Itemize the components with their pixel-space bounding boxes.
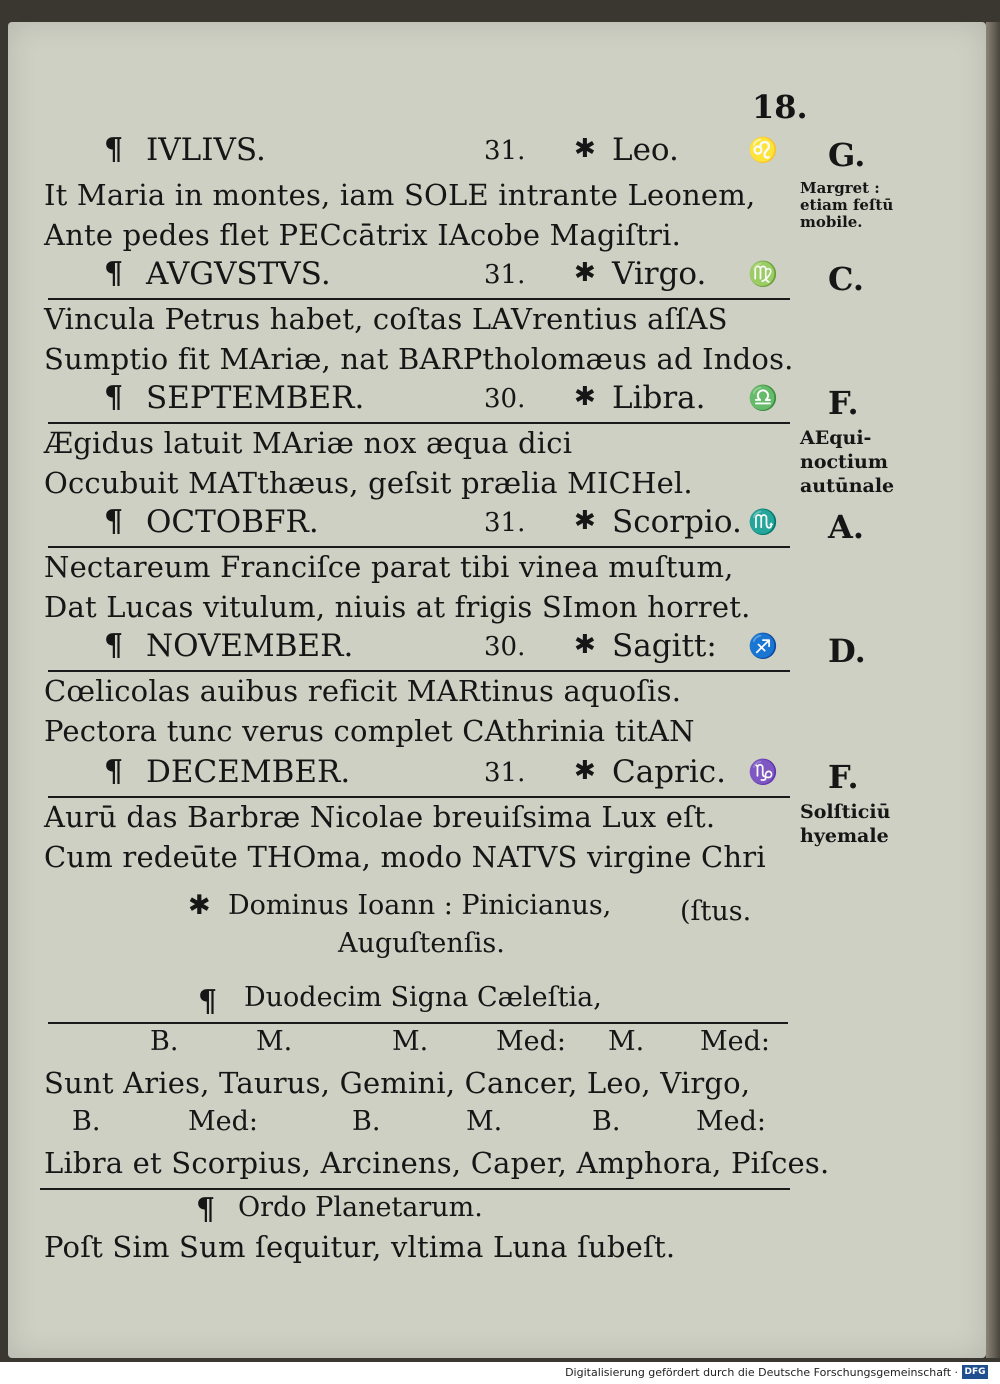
month-rule (48, 422, 790, 424)
margin-note: autūnale (800, 475, 895, 497)
verse-line: Ante pedes flet PECcātrix IAcobe Magiſtri. (44, 218, 682, 252)
dedication-line1: Dominus Ioann : Pinicianus, (228, 890, 612, 921)
zodiac-sign-name: Sagitt: (612, 628, 717, 664)
month-star: ✱ (574, 630, 596, 660)
verse-line: It Maria in montes, iam SOLE intrante Leonem, (44, 178, 756, 212)
quality-mark: Med: (188, 1106, 259, 1137)
margin-note: hyemale (800, 825, 889, 847)
dominical-letter: C. (828, 260, 865, 298)
month-days: 31. (484, 260, 526, 290)
page-edge (986, 22, 1000, 1358)
quality-mark: Med: (700, 1026, 771, 1057)
zodiac-sign-name: Virgo. (612, 256, 707, 292)
verse-line: Occubuit MATthæus, geſsit prælia MICHel. (44, 466, 693, 500)
month-pilcrow: ¶ (104, 256, 124, 291)
signs-rule (48, 1022, 788, 1024)
verse-line: Cœlicolas auibus reficit MARtinus aquoſis. (44, 674, 682, 708)
verse-line: Nectareum Franciſce parat tibi vinea muſtum, (44, 550, 734, 584)
month-star: ✱ (574, 506, 596, 536)
dfg-logo: DFG (962, 1365, 988, 1379)
verse-line: Cum redeūte THOma, modo NATVS virgine Chri (44, 840, 766, 874)
month-pilcrow: ¶ (104, 380, 124, 415)
planets-rule (40, 1188, 790, 1190)
dominical-letter: D. (828, 632, 866, 670)
month-star: ✱ (574, 134, 596, 164)
month-rule (48, 546, 790, 548)
month-name: DECEMBER. (146, 754, 351, 790)
verse-line: Aurū das Barbræ Nicolae breuiſsima Lux eſt. (44, 800, 716, 834)
verse-line: Pectora tunc verus complet CAthrinia titAN (44, 714, 695, 748)
quality-mark: B. (150, 1026, 179, 1057)
signs-verse1: Sunt Aries, Taurus, Gemini, Cancer, Leo, Virgo, (44, 1066, 751, 1100)
planets-pilcrow: ¶ (196, 1192, 216, 1227)
month-pilcrow: ¶ (104, 754, 124, 789)
quality-mark: B. (352, 1106, 381, 1137)
zodiac-symbol: ♌ (748, 136, 778, 164)
zodiac-sign-name: Leo. (612, 132, 679, 168)
zodiac-symbol: ♍ (748, 260, 778, 288)
month-rule (48, 670, 790, 672)
dominical-letter: F. (828, 758, 859, 796)
signs-verse2: Libra et Scorpius, Arcinens, Caper, Amphora, Piſces. (44, 1146, 830, 1180)
verse-line: Dat Lucas vitulum, niuis at frigis SImon horret. (44, 590, 751, 624)
quality-mark: B. (592, 1106, 621, 1137)
month-name: IVLIVS. (146, 132, 266, 168)
margin-note: etiam feſtū (800, 196, 894, 214)
margin-note: Solſticiū (800, 801, 891, 823)
folio-number: 18. (752, 88, 808, 126)
dominical-letter: G. (828, 136, 866, 174)
digitization-footer (0, 1362, 1000, 1384)
zodiac-symbol: ♑ (748, 758, 778, 786)
planets-verse: Poſt Sim Sum ſequitur, vltima Luna ſubeſt. (44, 1230, 676, 1264)
quality-mark: M. (466, 1106, 503, 1137)
margin-note: noctium (800, 451, 888, 473)
dominical-letter: F. (828, 384, 859, 422)
planets-heading: Ordo Planetarum. (238, 1192, 483, 1223)
month-pilcrow: ¶ (104, 504, 124, 539)
month-name: OCTOBFR. (146, 504, 319, 540)
month-days: 31. (484, 758, 526, 788)
month-days: 31. (484, 508, 526, 538)
month-star: ✱ (574, 382, 596, 412)
zodiac-symbol: ♎ (748, 384, 778, 412)
dedication-star: ✱ (188, 890, 211, 921)
month-rule (48, 796, 790, 798)
month-days: 30. (484, 384, 526, 414)
verse-line: Sumptio fit MAriæ, nat BARPtholomæus ad Indos. (44, 342, 794, 376)
dedication-line2: Auguſtenſis. (338, 928, 505, 959)
month-name: NOVEMBER. (146, 628, 354, 664)
quality-mark: M. (256, 1026, 293, 1057)
month-pilcrow: ¶ (104, 132, 124, 167)
quality-mark: B. (72, 1106, 101, 1137)
margin-note: Margret : (800, 179, 880, 197)
signs-pilcrow: ¶ (198, 984, 218, 1019)
month-pilcrow: ¶ (104, 628, 124, 663)
month-days: 31. (484, 136, 526, 166)
dominical-letter: A. (828, 508, 864, 546)
zodiac-symbol: ♏ (748, 508, 778, 536)
verse-line: Vincula Petrus habet, coſtas LAVrentius aſſAS (44, 302, 728, 336)
month-star: ✱ (574, 756, 596, 786)
zodiac-sign-name: Capric. (612, 754, 726, 790)
month-rule (48, 298, 790, 300)
footer-text: Digitalisierung gefördert durch die Deutsche Forschungsgemeinschaft · (565, 1366, 958, 1379)
quality-mark: M. (392, 1026, 429, 1057)
month-days: 30. (484, 632, 526, 662)
month-name: AVGVSTVS. (146, 256, 331, 292)
quality-mark: Med: (496, 1026, 567, 1057)
zodiac-sign-name: Libra. (612, 380, 706, 416)
verse-line: Ægidus latuit MAriæ nox æqua dici (44, 426, 573, 460)
quality-mark: Med: (696, 1106, 767, 1137)
margin-note: AEqui- (800, 427, 872, 449)
signs-heading: Duodecim Signa Cæleſtia, (244, 982, 602, 1013)
zodiac-sign-name: Scorpio. (612, 504, 742, 540)
zodiac-symbol: ♐ (748, 632, 778, 660)
dedication-tail: (ſtus. (680, 896, 752, 927)
month-star: ✱ (574, 258, 596, 288)
quality-mark: M. (608, 1026, 645, 1057)
month-name: SEPTEMBER. (146, 380, 365, 416)
margin-note: mobile. (800, 213, 863, 231)
